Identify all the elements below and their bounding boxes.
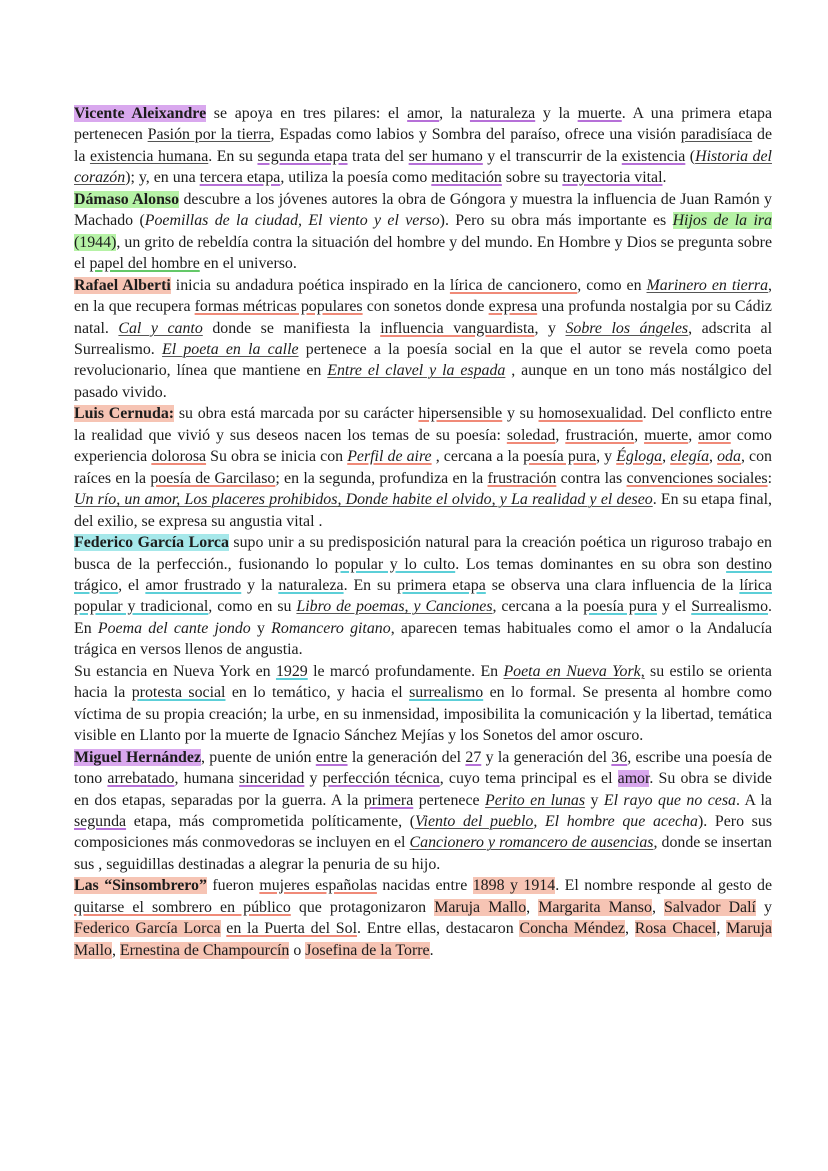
text-run: su estilo se orienta hacia la bbox=[74, 662, 772, 702]
text-run: ). Pero sus composiciones más conmovedoras se incluyen en el bbox=[74, 812, 772, 852]
text-run: con sonetos donde bbox=[362, 298, 489, 316]
text-run: . Entre ellas, destacaron bbox=[357, 920, 520, 938]
text-run: o bbox=[289, 941, 306, 959]
text-run: y bbox=[304, 770, 323, 788]
text-run: y la bbox=[241, 576, 279, 594]
work-title: El rayo que no cesa bbox=[603, 791, 736, 809]
highlighted-text: 1898 y 1914 bbox=[472, 877, 556, 895]
text-run: , como en su bbox=[208, 598, 297, 616]
underlined-text: surrealismo bbox=[409, 684, 484, 702]
underlined-text: destino trágico bbox=[74, 555, 772, 594]
author-name: Miguel Hernández bbox=[74, 748, 202, 766]
work-title: Poemillas de la ciudad, El viento y el verso bbox=[144, 212, 440, 230]
underlined-text: primera bbox=[363, 791, 414, 809]
text-run: ( bbox=[685, 147, 696, 165]
underlined-text: amor bbox=[698, 426, 731, 444]
author-name: Dámaso Alonso bbox=[74, 190, 180, 208]
underlined-text: frustración bbox=[565, 426, 635, 444]
text-run: , humana bbox=[174, 770, 240, 788]
text-run: , bbox=[624, 920, 635, 938]
underlined-text: arrebatado bbox=[107, 770, 175, 788]
text-run: nacidas entre bbox=[376, 877, 473, 895]
underlined-text: tercera etapa bbox=[199, 169, 281, 187]
underlined-text: popular y lo culto bbox=[334, 555, 456, 573]
text-run: pertenece bbox=[413, 791, 486, 809]
text-run: la generación del bbox=[347, 748, 466, 766]
text-run: fueron bbox=[206, 877, 260, 895]
text-run: , bbox=[533, 812, 545, 830]
text-run: , bbox=[526, 898, 539, 916]
text-run: , y bbox=[596, 448, 617, 466]
underlined-text: existencia humana bbox=[89, 147, 209, 165]
underlined-text: homosexualidad bbox=[538, 405, 643, 423]
work-title: Poema del cante jondo bbox=[97, 619, 251, 637]
underlined-text: Historia del corazón bbox=[74, 147, 772, 187]
text-run: . En su bbox=[343, 576, 397, 594]
author-name: Vicente Aleixandre bbox=[74, 105, 207, 122]
underlined-text: lírica popular y tradicional bbox=[74, 576, 772, 616]
highlighted-text: Federico García Lorca bbox=[74, 920, 221, 938]
underlined-text: Libro de poemas, y Canciones bbox=[296, 598, 493, 616]
highlighted-text: Maruja Mallo bbox=[434, 898, 527, 916]
text-run: sobre su bbox=[501, 169, 563, 187]
underlined-text: existencia bbox=[621, 147, 686, 165]
underlined-text: soledad bbox=[506, 426, 556, 444]
text-run: , cuyo tema principal es el bbox=[439, 770, 618, 788]
underlined-text: formas métricas populares bbox=[194, 298, 363, 316]
text-run: . En su bbox=[208, 147, 258, 165]
text-run: , bbox=[662, 448, 671, 466]
text-run: supo unir a su predisposición natural para la creación poética un riguroso trabajo en busca de la perfección., fusionando lo bbox=[74, 534, 772, 573]
underlined-text: Sobre los ángeles bbox=[565, 319, 689, 337]
text-run: . Su obra se divide en dos etapas, separadas por la guerra. A la bbox=[74, 770, 772, 809]
underlined-text: oda bbox=[717, 448, 741, 466]
underlined-text: Cancionero y romancero de ausencias bbox=[409, 834, 654, 852]
text-run: se observa una clara influencia de la bbox=[485, 576, 740, 594]
text-run: , aunque en un tono más nostálgico del pasado vivido. bbox=[74, 362, 772, 401]
paragraph-hernandez bbox=[74, 747, 772, 876]
text-run: que protagonizaron bbox=[290, 898, 435, 916]
text-run: , donde se insertan sus , seguidillas destinadas a alegrar la penuria de su hijo. bbox=[74, 834, 773, 873]
underlined-text: Surrealismo bbox=[691, 598, 769, 616]
highlighted-text: Maruja Mallo bbox=[74, 920, 772, 959]
text-run: y la bbox=[535, 105, 578, 122]
text-run: y su bbox=[502, 405, 539, 423]
text-run: , como en bbox=[577, 276, 647, 294]
text-run: y el bbox=[657, 598, 692, 616]
text-run: , bbox=[111, 941, 120, 959]
underlined-text: Entre el clavel y la espada bbox=[327, 362, 506, 380]
paragraph-sinsombrero bbox=[74, 875, 772, 961]
text-run: y el transcurrir de la bbox=[482, 147, 622, 165]
underlined-text: hipersensible bbox=[418, 405, 503, 423]
text-run: descubre a los jóvenes autores la obra de Góngora y muestra la influencia de Juan Ramón y Machado ( bbox=[74, 190, 772, 230]
underlined-text: El poeta en la calle bbox=[162, 340, 299, 358]
text-run: , la bbox=[439, 105, 470, 122]
underlined-text: Cal y canto bbox=[118, 319, 203, 337]
paragraph-lorca bbox=[74, 532, 772, 661]
underlined-text: poesía pura bbox=[583, 598, 658, 616]
text-run: . En su etapa final, del exilio, se expresa su angustia vital . bbox=[74, 491, 772, 530]
underlined-text: segunda bbox=[74, 812, 127, 830]
underlined-text: segunda etapa bbox=[257, 147, 348, 165]
text-run: y bbox=[250, 619, 272, 637]
text-run: , bbox=[688, 426, 699, 444]
text-run: le marcó profundamente. En bbox=[307, 662, 504, 680]
text-run: como experiencia bbox=[74, 426, 773, 466]
text-run: , y bbox=[534, 319, 566, 337]
text-run: , cercana a la bbox=[431, 448, 524, 466]
text-run: , en la que recupera bbox=[74, 276, 773, 316]
underlined-text: trayectoria vital bbox=[562, 169, 663, 187]
underlined-text: naturaleza bbox=[278, 576, 344, 594]
text-run: . A la bbox=[735, 791, 772, 809]
text-run: , un grito de rebeldía contra la situación del hombre y del mundo. En Hombre y Dios se pregunta sobre el bbox=[74, 233, 772, 273]
text-run: , bbox=[634, 426, 645, 444]
text-run: , adscrita al Surrealismo. bbox=[74, 319, 773, 358]
underlined-text: 36 bbox=[611, 748, 628, 766]
highlighted-text: Margarita Manso bbox=[538, 898, 652, 916]
underlined-text: paradisíaca bbox=[680, 126, 753, 144]
text-run: Su estancia en Nueva York en bbox=[74, 662, 276, 680]
text-run: . Los temas dominantes en su obra son bbox=[455, 555, 727, 573]
work-title: Romancero gitano bbox=[271, 619, 391, 637]
text-run: contra las bbox=[556, 469, 627, 487]
underlined-text: poesía pura bbox=[523, 448, 597, 466]
underlined-text: elegía bbox=[670, 448, 710, 466]
text-run: , bbox=[555, 426, 566, 444]
highlighted-text: Ernestina de Champourcín bbox=[119, 941, 290, 959]
text-run: , escribe una poesía de tono bbox=[74, 748, 772, 788]
underlined-text: primera etapa bbox=[397, 576, 486, 594]
text-run: y la generación del bbox=[481, 748, 612, 766]
text-run: su obra está marcada por su carácter bbox=[174, 405, 419, 423]
underlined-text: Viento del pueblo bbox=[415, 812, 534, 830]
underlined-text: convenciones sociales bbox=[626, 469, 768, 487]
paragraph-alberti bbox=[74, 275, 772, 404]
text-run: , con raíces en la bbox=[74, 448, 772, 487]
underlined-text: entre bbox=[315, 748, 348, 766]
underlined-text: papel del hombre bbox=[89, 255, 200, 273]
highlighted-text: (1944) bbox=[74, 233, 117, 251]
underlined-text: 1929 bbox=[275, 662, 308, 680]
text-run: inicia su andadura poética inspirado en la bbox=[170, 276, 450, 294]
text-run: , el bbox=[118, 576, 146, 594]
underlined-text: Poeta en Nueva York, bbox=[503, 662, 645, 680]
text-run: y bbox=[755, 898, 772, 916]
author-name: Las “Sinsombrero” bbox=[74, 877, 207, 895]
underlined-text: meditación bbox=[431, 169, 502, 187]
underlined-text: amor frustrado bbox=[145, 576, 242, 594]
text-run: . El nombre responde al gesto de bbox=[555, 877, 773, 895]
text-run: . En bbox=[74, 598, 772, 637]
text-run: donde se manifiesta la bbox=[202, 319, 381, 337]
text-run: . bbox=[662, 169, 667, 187]
text-run: , bbox=[651, 898, 664, 916]
text-run: : bbox=[767, 469, 772, 487]
underlined-text: en la Puerta del Sol bbox=[226, 920, 357, 938]
underlined-text: sinceridad bbox=[239, 770, 305, 788]
text-run: ). Pero su obra más importante es bbox=[439, 212, 673, 230]
underlined-text: expresa bbox=[488, 298, 538, 316]
text-run: en lo temático, y hacia el bbox=[225, 684, 410, 702]
underlined-text: naturaleza bbox=[469, 105, 536, 122]
highlighted-text: Hijos de la ira bbox=[672, 212, 772, 230]
text-run: en el universo. bbox=[199, 255, 297, 273]
underlined-text: protesta social bbox=[131, 684, 226, 702]
paragraph-cernuda bbox=[74, 403, 772, 532]
text-run: de la bbox=[74, 126, 772, 165]
text-run: trata del bbox=[347, 147, 409, 165]
text-run: ; en la segunda, profundiza en la bbox=[275, 469, 488, 487]
underlined-text: amor bbox=[407, 105, 440, 122]
highlighted-text: Salvador Dalí bbox=[664, 898, 756, 916]
author-name: Rafael Alberti bbox=[74, 276, 171, 294]
highlighted-text: Josefina de la Torre bbox=[305, 941, 430, 959]
text-run: . Del conflicto entre la realidad que vivió y sus deseos nacen los temas de su poesía: bbox=[74, 405, 773, 444]
text-run: , bbox=[709, 448, 718, 466]
text-run: en lo formal. Se presenta al hombre como víctima de su propia creación; la urbe, en su inmensidad, imposibilita la comunicación y la libertad, temática visible en Llanto por la muerte de Ignacio Sánchez Mejías y los Sonetos del amor oscuro. bbox=[74, 684, 772, 745]
paragraph-alonso bbox=[74, 189, 772, 275]
highlighted-text: Concha Méndez bbox=[519, 920, 625, 938]
underlined-text: Égloga bbox=[616, 448, 663, 466]
text-run: una profunda nostalgia por su Cádiz natal. bbox=[74, 298, 772, 337]
underlined-text: muerte bbox=[577, 105, 622, 122]
text-run: se apoya en tres pilares: el bbox=[206, 105, 408, 122]
text-run: y bbox=[585, 791, 604, 809]
underlined-text: Marinero en tierra bbox=[646, 276, 769, 294]
underlined-text: influencia vanguardista bbox=[380, 319, 535, 337]
underlined-text: ser humano bbox=[408, 147, 483, 165]
highlighted-text: amor bbox=[617, 770, 650, 788]
text-run: etapa, más comprometida políticamente, ( bbox=[126, 812, 416, 830]
text-run: pertenece a la poesía social en la que el autor se revela como poeta revolucionario, línea que mantiene en bbox=[74, 340, 773, 380]
paragraph-lorca-nueva-york bbox=[74, 661, 772, 747]
underlined-text: dolorosa bbox=[151, 448, 207, 466]
underlined-text: Pasión por la tierra bbox=[147, 126, 271, 144]
underlined-text: poesía de Garcilaso bbox=[150, 469, 276, 487]
text-run: , bbox=[716, 920, 727, 938]
underlined-text: Un río, un amor, Los placeres prohibidos, Donde habite el olvido, y La realidad y el deseo bbox=[74, 491, 653, 509]
text-run: Su obra se inicia con bbox=[206, 448, 348, 466]
underlined-text: mujeres españolas bbox=[259, 877, 377, 895]
text-run: , cercana a la bbox=[492, 598, 584, 616]
author-name: Luis Cernuda: bbox=[74, 405, 175, 423]
text-run: , aparecen temas habituales como el amor o la Andalucía trágica en versos llenos de angustia. bbox=[74, 619, 772, 659]
underlined-text: 27 bbox=[465, 748, 482, 766]
underlined-text: muerte bbox=[644, 426, 689, 444]
work-title: El hombre que acecha bbox=[544, 812, 698, 830]
text-run: ); y, en una bbox=[125, 169, 200, 187]
underlined-text: Perito en lunas bbox=[485, 791, 586, 809]
underlined-text: Perfil de aire bbox=[347, 448, 432, 466]
underlined-text: perfección técnica bbox=[322, 770, 440, 788]
author-name: Federico García Lorca bbox=[74, 534, 229, 552]
highlighted-text: Rosa Chacel bbox=[634, 920, 717, 938]
text-run: , Espadas como labios y Sombra del paraíso, ofrece una visión bbox=[270, 126, 681, 144]
text-run: , utiliza la poesía como bbox=[280, 169, 432, 187]
underlined-text: frustración bbox=[487, 469, 557, 487]
paragraph-aleixandre bbox=[74, 103, 772, 189]
text-run: , puente de unión bbox=[201, 748, 316, 766]
underlined-text: lírica de cancionero bbox=[449, 276, 578, 294]
text-run: . bbox=[429, 941, 434, 959]
underlined-text: quitarse el sombrero en público bbox=[74, 898, 291, 916]
text-run: . A una primera etapa pertenecen bbox=[74, 105, 772, 144]
